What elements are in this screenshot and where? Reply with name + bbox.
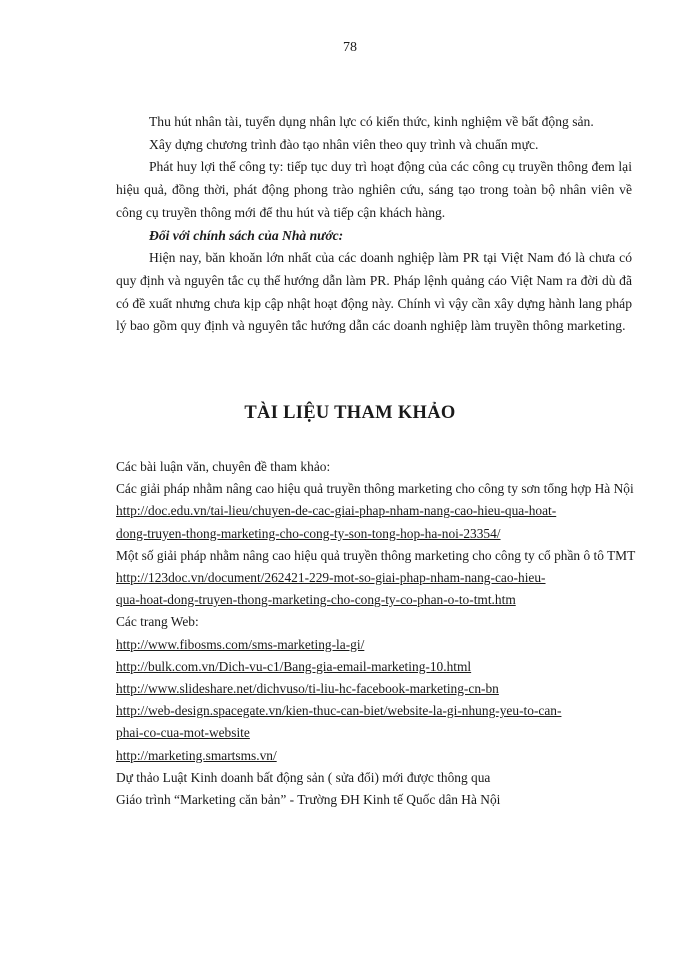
- reference-link[interactable]: http://doc.edu.vn/tai-lieu/chuyen-de-cac-giai-phap-nham-nang-cao-hieu-qua-hoat-: [116, 503, 557, 519]
- web-link[interactable]: http://bulk.com.vn/Dich-vu-c1/Bang-gia-email-marketing-10.html: [116, 658, 472, 674]
- web-link[interactable]: http://marketing.smartsms.vn/: [116, 747, 277, 763]
- reference-law: Dự thảo Luật Kinh doanh bất động sản ( sửa đổi) mới được thông qua: [116, 769, 491, 785]
- references-intro: Các bài luận văn, chuyên đề tham khảo:: [116, 459, 331, 474]
- web-link[interactable]: http://web-design.spacegate.vn/kien-thuc-can-biet/website-la-gi-nhung-yeu-to-can-: [116, 703, 562, 719]
- reference-link[interactable]: dong-truyen-thong-marketing-cho-cong-ty-son-tong-hop-ha-noi-23354/: [116, 525, 501, 541]
- reference-title: Một số giải pháp nhằm nâng cao hiệu quả truyền thông marketing cho công ty cổ phần ô tô TMT: [116, 547, 636, 563]
- web-heading: Các trang Web:: [116, 614, 199, 630]
- paragraph: Thu hút nhân tài, tuyển dụng nhân lực có kiến thức, kinh nghiệm về bất động sản.: [149, 114, 594, 129]
- reference-title: Các giải pháp nhằm nâng cao hiệu quả truyền thông marketing cho công ty sơn tổng hợp Hà Nội: [116, 481, 634, 497]
- reference-link[interactable]: qua-hoat-dong-truyen-thong-marketing-cho-cong-ty-co-phan-o-to-tmt.htm: [116, 592, 516, 608]
- web-link[interactable]: phai-co-cua-mot-website: [116, 725, 250, 741]
- paragraph: Hiện nay, băn khoăn lớn nhất của các doanh nghiệp làm PR tại Việt Nam đó là chưa có quy định và nguyên tắc cụ thể hướng dẫn làm PR. Pháp lệnh quảng cáo Việt Nam ra đời dù đã có đề xuất nhưng chưa kịp cập nhật hoạt động này. Chính vì vậy cần xây dựng hành lang pháp lý bao gồm quy định và nguyên tắc hướng dẫn các doanh nghiệp làm truyền thông marketing.: [116, 250, 632, 334]
- body-section: [116, 111, 632, 338]
- subheading: Đối với chính sách của Nhà nước:: [149, 227, 344, 243]
- references-heading: TÀI LIỆU THAM KHẢO: [244, 403, 456, 423]
- page-number: 78: [343, 40, 357, 55]
- paragraph: Xây dựng chương trình đào tạo nhân viên theo quy trình và chuẩn mực.: [149, 136, 539, 152]
- web-link[interactable]: http://www.fibosms.com/sms-marketing-la-gi/: [116, 636, 365, 652]
- reference-link[interactable]: http://123doc.vn/document/262421-229-mot-so-giai-phap-nham-nang-cao-hieu-: [116, 570, 546, 586]
- references-list: [116, 456, 636, 811]
- reference-textbook: Giáo trình “Marketing căn bản” - Trường ĐH Kinh tế Quốc dân Hà Nội: [116, 792, 501, 808]
- paragraph: Phát huy lợi thế công ty: tiếp tục duy trì hoạt động của các công cụ truyền thông đem lại hiệu quả, đồng thời, phát động phong trào nghiên cứu, sáng tạo trong toàn bộ nhân viên về công cụ truyền thông mới để thu hút và tiếp cận khách hàng.: [116, 159, 632, 220]
- web-link[interactable]: http://www.slideshare.net/dichvuso/ti-liu-hc-facebook-marketing-cn-bn: [116, 681, 499, 697]
